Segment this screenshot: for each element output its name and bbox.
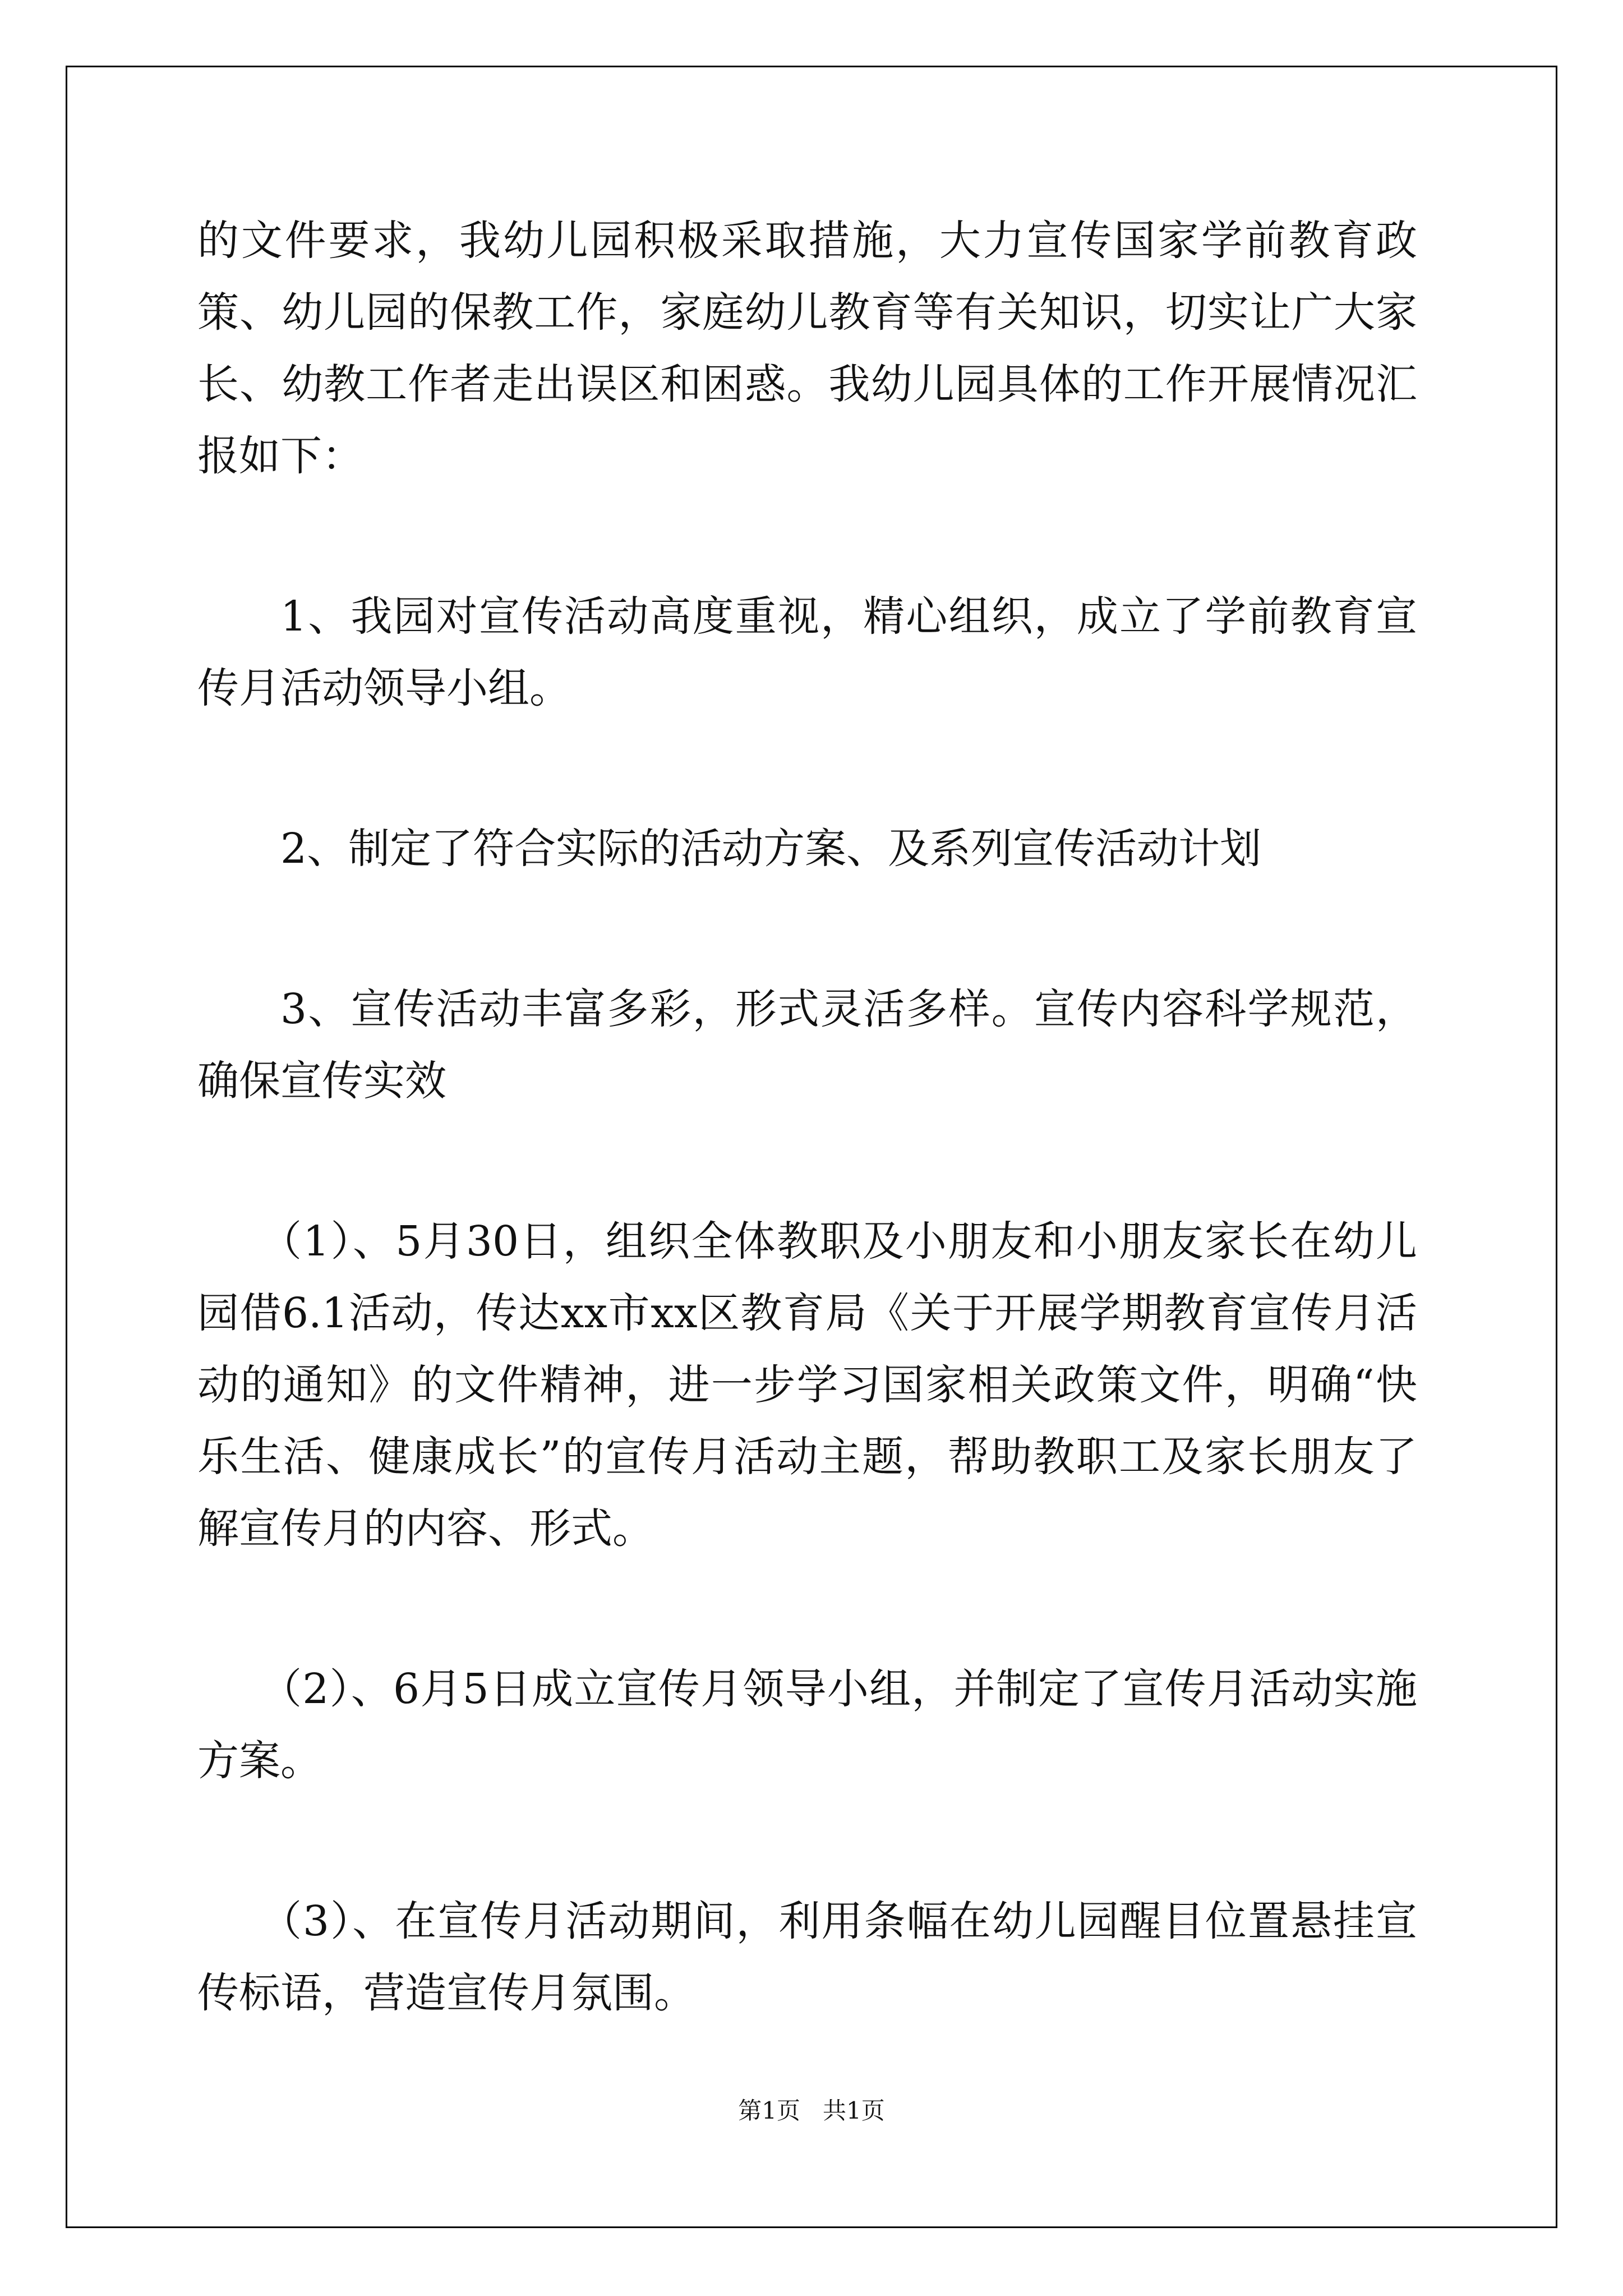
paragraph-subitem-2: （2）、6月5日成立宣传月领导小组，并制定了宣传月活动实施方案。 — [197, 1665, 1417, 1785]
paragraph-intro: 的文件要求，我幼儿园积极采取措施，大力宣传国家学前教育政策、幼儿园的保教工作，家庭幼儿教育等有关知识，切实让广大家长、幼教工作者走出误区和困惑。我幼儿园具体的工作开展情况汇报如下： — [197, 217, 1417, 480]
paragraph-item-2: 2、制定了符合实际的活动方案、及系列宣传活动计划 — [280, 825, 1262, 873]
paragraph-subitem-1: （1）、5月30日，组织全体教职及小朋友和小朋友家长在幼儿园借6.1活动，传达xx市xx区教育局《关于开展学期教育宣传月活动的通知》的文件精神，进一步学习国家相关政策文件，明确“快乐生活、健康成长”的宣传月活动主题，帮助教职工及家长朋友了解宣传月的内容、形式。 — [197, 1217, 1417, 1553]
paragraph-item-1: 1、我园对宣传活动高度重视，精心组织，成立了学前教育宣传月活动领导小组。 — [197, 592, 1417, 712]
paragraph-subitem-3: （3）、在宣传月活动期间，利用条幅在幼儿园醒目位置悬挂宣传标语，营造宣传月氛围。 — [197, 1897, 1417, 2017]
paragraph-item-3: 3、宣传活动丰富多彩，形式灵活多样。宣传内容科学规范，确保宣传实效 — [197, 985, 1417, 1105]
document-body — [197, 205, 1417, 2118]
page-number-footer: 第1页 共1页 — [738, 2097, 885, 2124]
